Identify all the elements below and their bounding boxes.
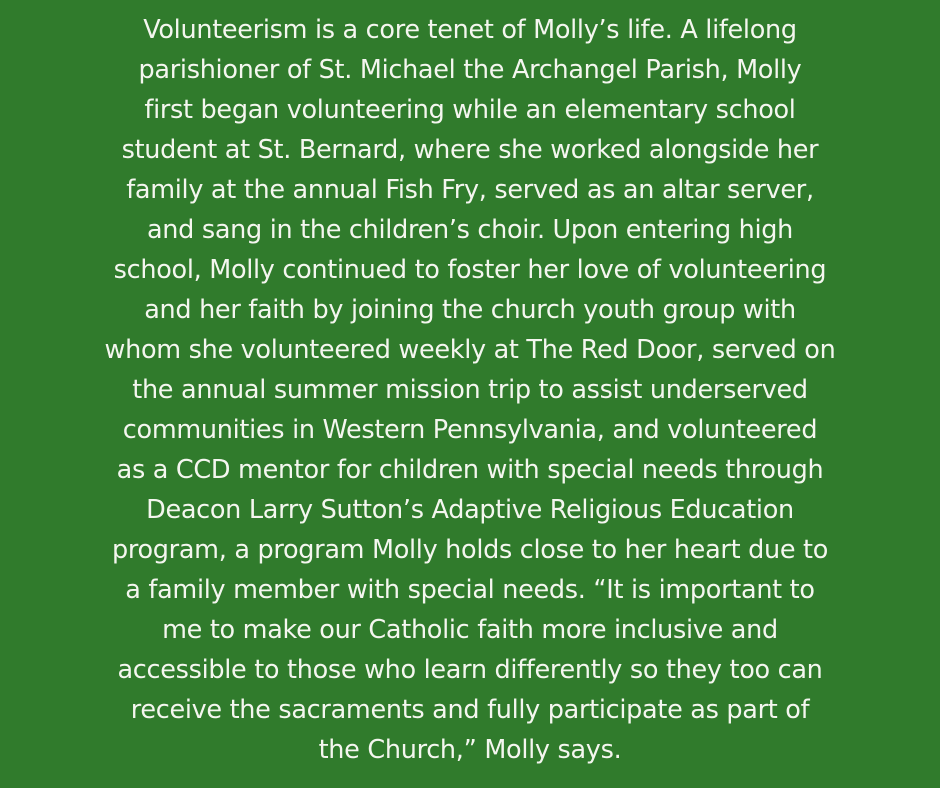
paragraph-line: communities in Western Pennsylvania, and volunteered bbox=[122, 415, 818, 445]
paragraph-line: accessible to those who learn differently so they too can bbox=[117, 655, 823, 685]
paragraph-line: Volunteerism is a core tenet of Molly’s life. A lifelong bbox=[143, 15, 797, 45]
paragraph-line: me to make our Catholic faith more inclusive and bbox=[162, 615, 778, 645]
paragraph-line: Deacon Larry Sutton’s Adaptive Religious Education bbox=[146, 495, 794, 525]
paragraph-line: as a CCD mentor for children with special needs through bbox=[116, 455, 824, 485]
paragraph-line: a family member with special needs. “It is important to bbox=[125, 575, 815, 605]
paragraph-line: family at the annual Fish Fry, served as an altar server, bbox=[126, 175, 814, 205]
volunteerism-paragraph bbox=[20, 10, 920, 770]
paragraph-line: first began volunteering while an elementary school bbox=[144, 95, 796, 125]
paragraph-line: student at St. Bernard, where she worked alongside her bbox=[121, 135, 819, 165]
paragraph-line: school, Molly continued to foster her love of volunteering bbox=[113, 255, 827, 285]
paragraph-line: parishioner of St. Michael the Archangel Parish, Molly bbox=[138, 55, 802, 85]
paragraph-line: receive the sacraments and fully participate as part of bbox=[130, 695, 810, 725]
paragraph-line: the annual summer mission trip to assist underserved bbox=[132, 375, 808, 405]
paragraph-line: and sang in the children’s choir. Upon entering high bbox=[146, 215, 794, 245]
paragraph-line: whom she volunteered weekly at The Red Door, served on bbox=[104, 335, 836, 365]
paragraph-line: the Church,” Molly says. bbox=[318, 735, 622, 765]
paragraph-line: and her faith by joining the church youth group with bbox=[144, 295, 796, 325]
paragraph-line: program, a program Molly holds close to her heart due to bbox=[111, 535, 829, 565]
